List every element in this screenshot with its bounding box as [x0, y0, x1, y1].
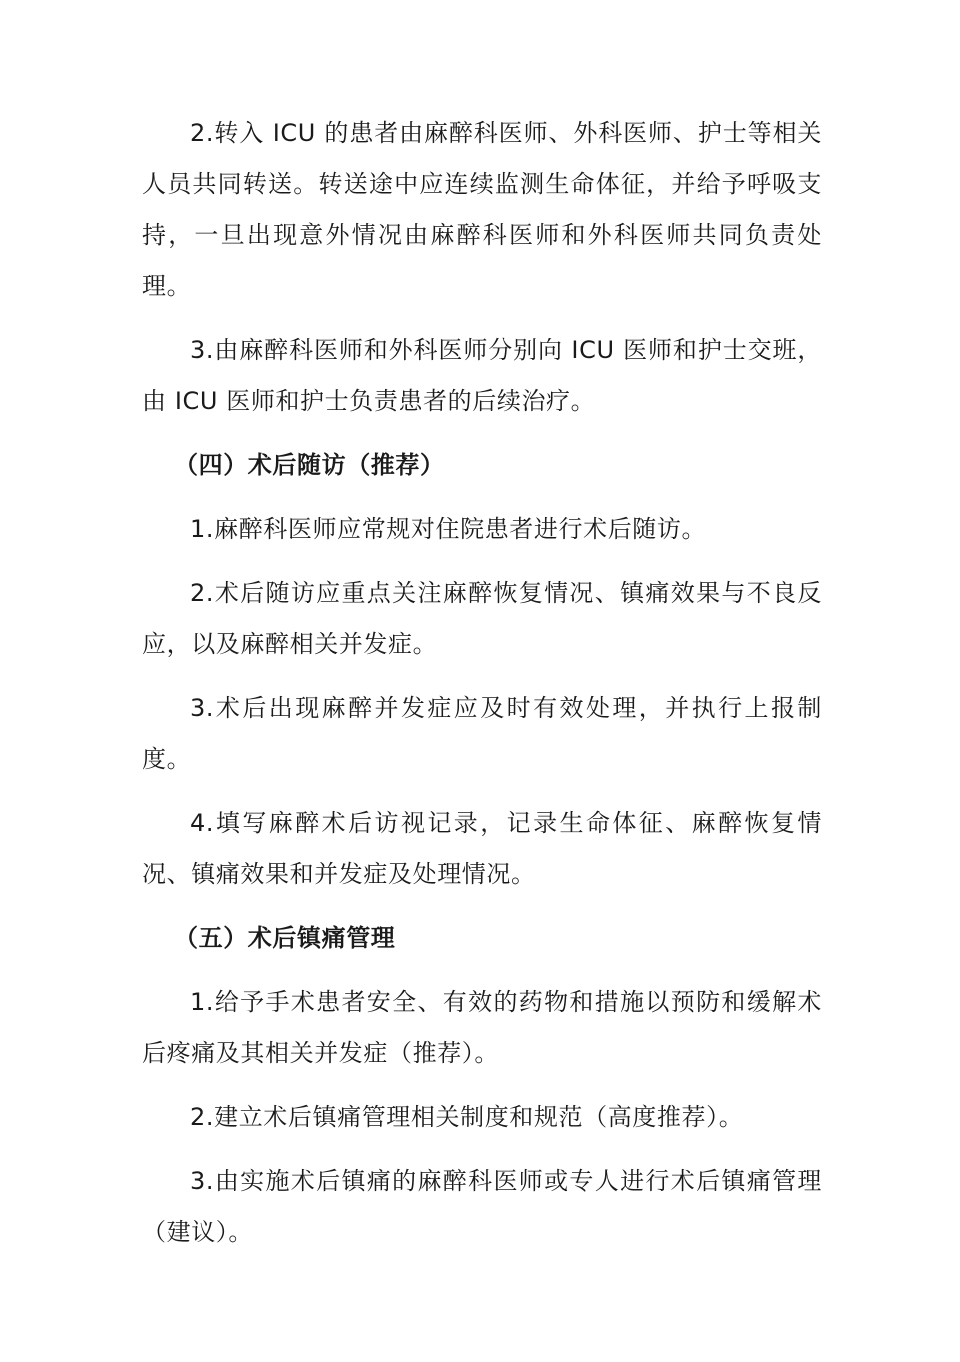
paragraph-followup-2: 2.术后随访应重点关注麻醉恢复情况、镇痛效果与不良反应，以及麻醉相关并发症。: [142, 579, 822, 658]
section-heading-followup: （四）术后随访（推荐）: [174, 451, 445, 479]
paragraph-analgesia-1: 1.给予手术患者安全、有效的药物和措施以预防和缓解术后疼痛及其相关并发症（推荐）。: [142, 988, 822, 1067]
paragraph-analgesia-3: 3.由实施术后镇痛的麻醉科医师或专人进行术后镇痛管理（建议）。: [142, 1167, 822, 1246]
paragraph-followup-4: 4.填写麻醉术后访视记录，记录生命体征、麻醉恢复情况、镇痛效果和并发症及处理情况。: [142, 809, 822, 888]
paragraph-icu-transfer: 2.转入 ICU 的患者由麻醉科医师、外科医师、护士等相关人员共同转送。转送途中应连续监测生命体征，并给予呼吸支持，一旦出现意外情况由麻醉科医师和外科医师共同负责处理。: [142, 119, 822, 300]
document-page: [142, 108, 822, 1271]
paragraph-followup-3: 3.术后出现麻醉并发症应及时有效处理，并执行上报制度。: [142, 694, 822, 773]
paragraph-icu-handover: 3.由麻醉科医师和外科医师分别向 ICU 医师和护士交班，由 ICU 医师和护士负责患者的后续治疗。: [142, 336, 822, 415]
section-heading-analgesia: （五）术后镇痛管理: [174, 924, 396, 952]
paragraph-followup-1: 1.麻醉科医师应常规对住院患者进行术后随访。: [190, 515, 707, 543]
paragraph-analgesia-2: 2.建立术后镇痛管理相关制度和规范（高度推荐）。: [190, 1103, 744, 1131]
